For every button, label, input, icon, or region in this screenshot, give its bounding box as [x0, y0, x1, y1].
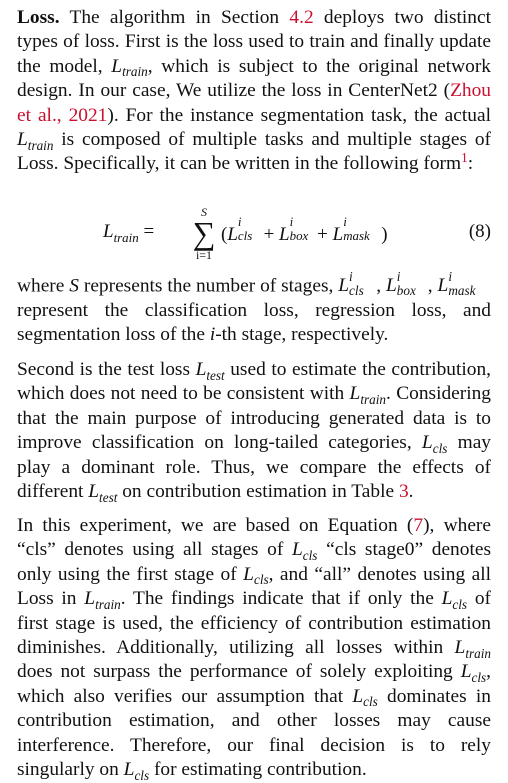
loss-paragraph: Loss. The algorithm in Section 4.2 deploys two distinct types of loss. First is the loss used to train and finally update the model, $L_{train}$, which is subject to the original network design. In our case, We utilize the loss in CenterNet2 (Zhou et al., 2021). For the instance segmentation task, the actual $L_{train}$ is composed of multiple tasks and multiple stages of Loss. Specifically, it can be written in the following form$^1$: [17, 7, 491, 175]
summation-sign: S ∑ i=1 [192, 205, 216, 262]
math-l-train: $L_{train}$ [454, 637, 491, 661]
math-l-cls: $L_{cls}$ [243, 563, 269, 588]
equation-rhs: (L i cls + L i box + L i mask ) [221, 213, 388, 245]
math-l-mask-i: L i mask [437, 268, 476, 299]
math-l-cls: $L_{cls}$ [460, 661, 487, 686]
math-l-cls: $L_{cls}$ [123, 759, 150, 783]
math-l-box-i: L i box [385, 268, 416, 299]
equation-lhs: $L_{train}$ = [103, 221, 155, 245]
math-l-train: $L_{train}$ [111, 55, 148, 80]
equation-link[interactable]: 7 [413, 515, 424, 536]
equation-8 [17, 196, 491, 268]
math-s: S [69, 275, 79, 297]
math-i: i [209, 324, 216, 346]
test-loss-paragraph: Second is the test loss $L_{test}$ used to estimate the contribution, which does not need to be consistent with $L_{train}$. Considering that the main purpose of introducing generated data is to improve classification on long-tailed categories, $L_{cls}$ may play a dominant role. Thus, we compare the effects of different $L_{test}$ on contribution estimation in Table 3. [17, 359, 491, 505]
footnote-link[interactable]: 1 [461, 150, 468, 166]
where-paragraph: where S represents the number of stages, L i cls , L i box , L i mask represent the classification loss, regression loss, and segmentation loss of the i-th stage, respectively. [17, 268, 491, 346]
table-link[interactable]: 3 [398, 481, 409, 503]
citation-link[interactable]: Zhou et al., 2021 [17, 80, 491, 126]
math-l-test: $L_{test}$ [195, 359, 225, 383]
math-l-cls-i: L i cls [338, 268, 364, 299]
math-l-cls: $L_{cls}$ [421, 432, 448, 456]
math-l-train: $L_{train}$ [84, 588, 121, 612]
equation-number: (8) [468, 221, 491, 242]
math-l-train: $L_{train}$ [349, 383, 386, 408]
math-l-test: $L_{test}$ [88, 481, 118, 505]
math-l-cls: $L_{cls}$ [291, 539, 318, 564]
math-l-train: $L_{train}$ [17, 129, 54, 153]
section-link[interactable]: 4.2 [289, 7, 314, 28]
paragraph-heading: Loss. [17, 7, 60, 28]
math-l-cls: $L_{cls}$ [441, 588, 468, 612]
math-l-cls: $L_{cls}$ [352, 685, 378, 710]
experiment-paragraph: In this experiment, we are based on Equation (7), where “cls” denotes using all stages of $L_{cls}$ “cls stage0” denotes only using the first stage of $L_{cls}$, and “all” denotes using all Loss in $L_{train}$. The findings indicate that if only the $L_{cls}$ of first stage is used, the efficiency of contribution estimation diminishes. Additionally, utilizing all losses within $L_{train}$ does not surpass the performance of solely exploiting $L_{cls}$, which also verifies our assumption that $L_{cls}$ dominates in contribution estimation, and other losses may cause interference. Therefore, our final decision is to rely singularly on $L_{cls}$ for estimating contribution. [17, 515, 491, 783]
